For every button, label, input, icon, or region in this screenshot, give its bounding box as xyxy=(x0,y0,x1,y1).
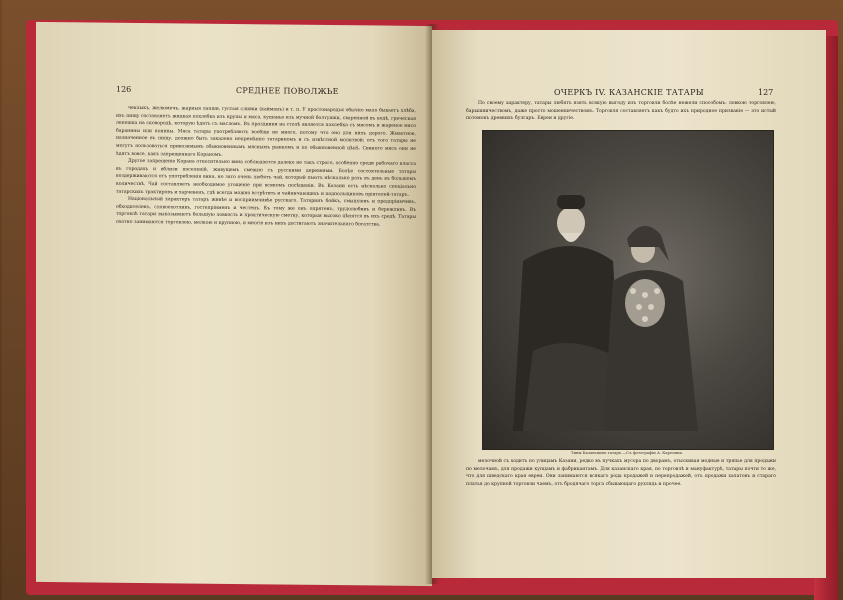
photo-caption: Типы Казанскихъ татаръ.—Съ фотографіи А. Карелина. xyxy=(570,450,684,455)
tatar-couple-photo xyxy=(482,130,774,450)
left-page-text xyxy=(116,105,416,230)
right-page-number: 127 xyxy=(758,88,774,97)
right-bottom-paragraph xyxy=(466,458,776,488)
left-running-head: СРЕДНЕЕ ПОВОЛЖЬЕ xyxy=(236,86,339,97)
photo-figures xyxy=(483,131,773,449)
right-top-paragraph xyxy=(466,100,776,123)
left-page xyxy=(36,22,432,586)
right-paragraph: мелочной съ ходитъ по улицамъ Казани, редко въ пучкахъ мусора по дворамъ, отыскивая модные и тряпье для продажи по мелочамъ, для продажи купцамъ и фабрикантамъ. Для казанскаго края, по торговлѣ и мануфактурѣ, татары почти то же, что для шведскаго края евреи. Они занимаются всякаго рода продажей и перепродажей, отъ продажи халатовъ и стараго платья до крупной торговли чаемъ, отъ бродячаго торга сбывающаго рухлядь и прочее. xyxy=(466,459,776,487)
left-paragraph: Національный характеръ татаръ живѣе и восприимчивѣе русскаго. Татаринъ бойкъ, смышленъ и предпріимчивъ, обходителенъ, словоохотливъ, гостепріименъ и честенъ. Къ тому же онъ опрятенъ, трудолюбивъ и бережливъ. Въ торговлѣ татары выказываютъ большую ловкость и практическую сметку, которыя высоко цѣнятся въ ихъ средѣ. Татары охотно занимаются торговлею, мелкою и крупною, и многіе изъ нихъ достигаютъ значительнаго богатства. xyxy=(116,197,416,228)
right-paragraph: По своему характеру, татары любятъ взять всякую выгоду изъ торговли болѣе нежели способомъ: ловкою торговлею, барышничествомъ, даже просто мошенничествомъ. Торговля составляетъ какъ будто ихъ природное призваніе — это истый потомокъ древнихъ булгаръ. Евреи и другіе. xyxy=(466,101,776,122)
right-running-head: ОЧЕРКЪ IV. КАЗАНСКІЕ ТАТАРЫ xyxy=(554,88,704,97)
left-page-number: 126 xyxy=(116,84,132,94)
right-page xyxy=(432,30,826,578)
left-paragraph: Другое запрещеніе Корана относительно вина соблюдается далеко не такъ строго, особенно среди рабочаго класса въ городахъ и вблизи поселеній, живущемъ смежно съ русскими деревнями. Болѣе состоятельные татары воздерживаются отъ употребленія вина, но зато очень любятъ чай, который пьютъ нѣсколько разъ въ день въ большомъ количествѣ. Чай составляетъ необходимое угощеніе при всякомъ посѣщеніи. Въ Казани есть нѣсколько спеціально татарскихъ трактировъ и харчевенъ, гдѣ всегда можно встрѣтить и чайничающихъ и подпольщиковъ пріятелей-татаръ. xyxy=(116,159,416,198)
left-paragraph: чеклыкъ, желюмечъ, жарныя лапши, густыя сливки (кайманъ) и т. п. У простонародья обычно мало бываетъ хлѣба, ихъ пищу составляетъ жидкая похлебка изъ крупы и мяса, кушанье изъ мучной болтушки, сваренной въ водѣ, греческая лепешка на сковородѣ, которую ѣдятъ съ масломъ. Въ праздники на столѣ является похлебка съ мясомъ и жареное мясо баранины или конины. Мяса татары употребляютъ вообще не много, потому что оно для нихъ дорого. Животное, назначенное въ пищу, должно быть закалено непремѣнно татариномъ и съ извѣстной молитвой; отъ того татары не могутъ пользоваться привозимымъ обыкновеннымъ мяснымъ рынкомъ и по обыкновенной цѣнѣ. Свиного мяса они не ѣдятъ вовсе, какъ запрещеннаго Кораномъ. xyxy=(116,105,416,158)
